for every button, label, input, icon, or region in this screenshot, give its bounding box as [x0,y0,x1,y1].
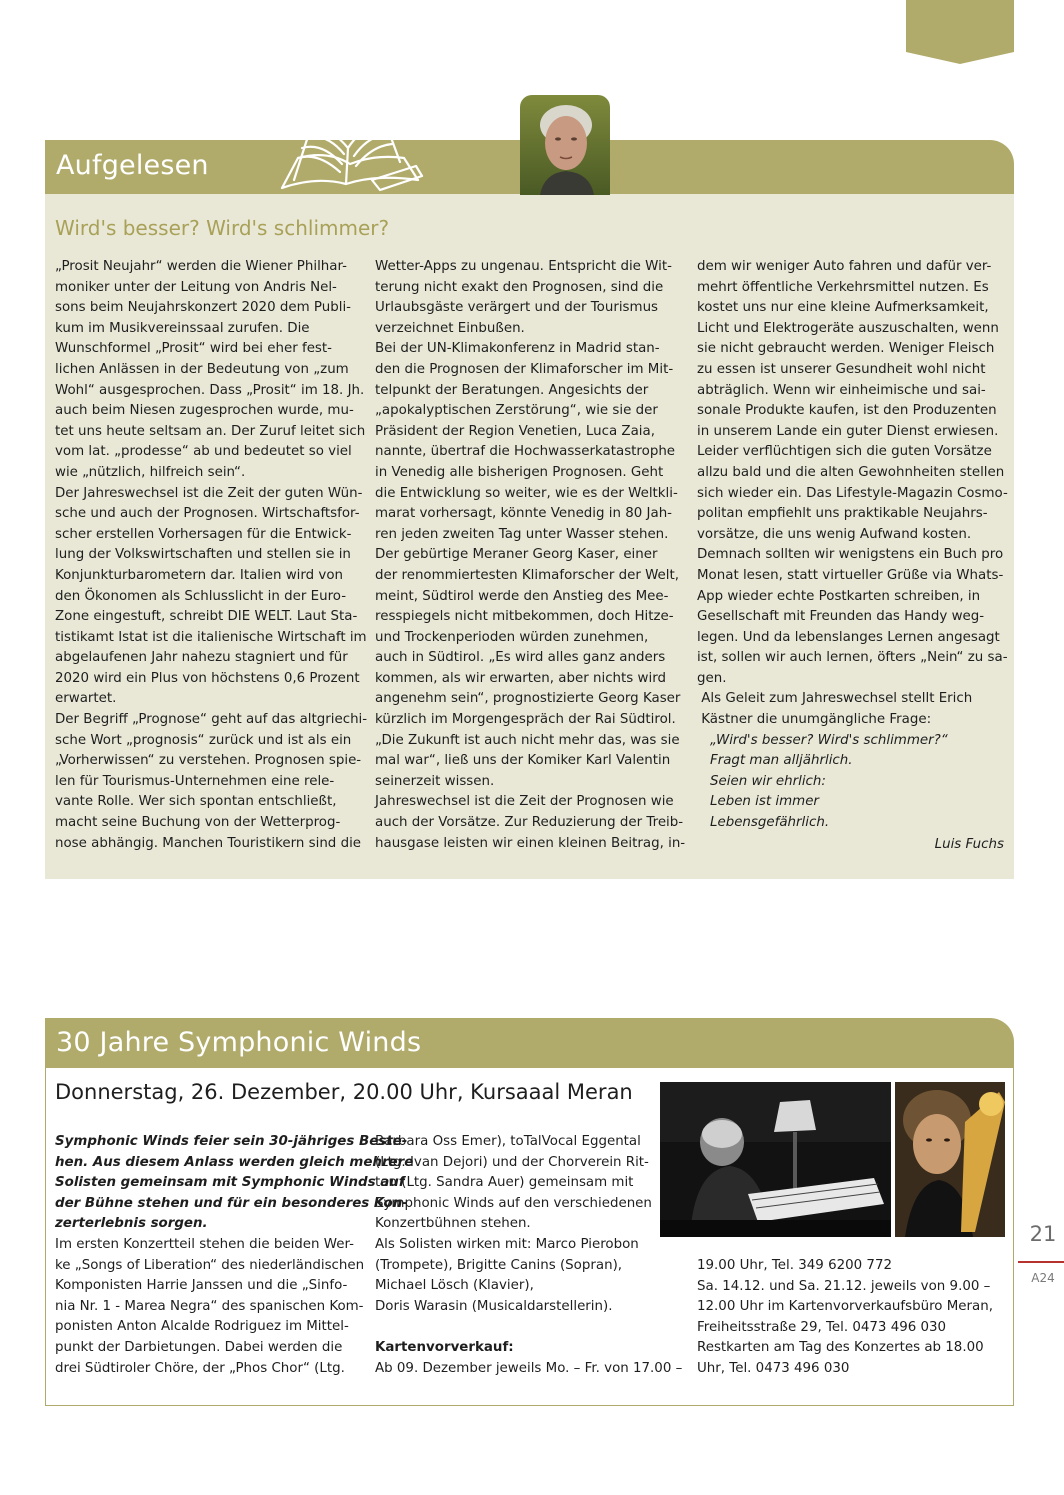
text-line: ren jeden zweiten Tag unter Wasser stehen. [375,526,669,542]
text-line: allzu bald und die alten Gewohnheiten stellen [697,464,1005,480]
text-line: 12.00 Uhr im Kartenvorverkaufsbüro Meran, [697,1299,993,1315]
section-title: 30 Jahre Symphonic Winds [56,1027,422,1058]
text-line: lung der Volkswirtschaften und stellen sie in [55,547,351,563]
text-line: terung nicht exakt den Prognosen, sind die [375,279,664,295]
text-line: kostet uns nur eine kleine Aufmerksamkeit, [697,300,989,316]
article-column-1 [55,257,368,854]
article-column-2 [375,257,685,854]
text-line: Gesellschaft mit Freunden das Handy weg- [697,609,985,625]
author-portrait [520,95,610,195]
text-line: der renommiertesten Klimaforscher der Welt, [375,567,680,583]
text-line: Symphonic Winds auf den verschiedenen [375,1195,652,1211]
text-line: seinerzeit wissen. [375,773,495,789]
event-column-1 [55,1132,414,1379]
lead-line: Symphonic Winds feier sein 30-jähriges Beste- [55,1134,408,1149]
text-line: Bei der UN-Klimakonferenz in Madrid stan- [375,341,660,357]
text-line: Leider verflüchtigen sich die guten Vorsätze [697,444,992,460]
text-line: Konzertbühnen stehen. [375,1216,531,1232]
presale-heading: Kartenvorverkauf: [375,1339,514,1355]
poem-line: Seien wir ehrlich: [710,773,826,789]
text-line: zu essen ist unserer Gesundheit wohl nicht [697,361,986,377]
text-line: sich wieder ein. Das Lifestyle-Magazin Cosmo- [697,485,1008,501]
text-line: mal war“, ließ uns der Komiker Karl Valentin [375,753,671,769]
lead-line: Solisten gemeinsam mit Symphonic Winds auf [55,1175,405,1191]
text-line: kürzlich im Morgengespräch der Rai Südtirol. [375,712,676,728]
page-code: A24 [1031,1271,1055,1285]
text-line: auch in Südtirol. „Es wird alles ganz anders [375,650,666,666]
text-line: Als Geleit zum Jahreswechsel stellt Erich [697,691,973,707]
text-line: sche und auch der Prognosen. Wirtschaftsfor- [55,506,360,522]
text-line: gen. [697,670,727,686]
text-line: Im ersten Konzertteil stehen die beiden Wer- [55,1236,354,1252]
text-line: vom lat. „prodesse“ ab und bedeutet so viel [55,444,352,460]
text-line: den die Prognosen der Klimaforscher im Mit- [375,361,674,377]
lead-line: der Bühne stehen und für ein besonderes Kon- [55,1195,408,1211]
text-line: angenehm sein“, prognostizierte Georg Kaser [375,691,681,707]
text-line: in Venedig alle bisherigen Prognosen. Geht [375,464,664,480]
text-line: Zone eingestuft, schreibt DIE WELT. Laut Sta- [55,609,358,625]
poem-line: Lebensgefährlich. [710,815,830,831]
text-line: sonale Produkte kaufen, ist den Produzenten [697,403,997,419]
text-line: (Trompete), Brigitte Canins (Sopran), [375,1257,623,1273]
text-line: abgelaufenen Jahr nahezu stagniert und für [55,650,348,666]
text-line: Ab 09. Dezember jeweils Mo. – Fr. von 17.00 – [375,1360,683,1376]
text-line: Kästner die unumgängliche Frage: [697,712,932,728]
text-line: Freiheitsstraße 29, Tel. 0473 496 030 [697,1319,947,1335]
text-line: „Die Zukunft ist auch nicht mehr das, was sie [375,732,680,748]
text-line: vante Rolle. Wer sich spontan entschließt, [55,794,337,810]
text-line: den Ökonomen als Schlusslicht in der Euro- [55,588,347,604]
poem-line: Fragt man alljährlich. [710,753,853,769]
text-line: und Trockenperioden würden zunehmen, [375,629,649,645]
text-line: tet uns heute seltsam an. Der Zuruf leitet sich [55,423,366,439]
corner-tab-decoration [906,0,1014,64]
text-line: meint, Südtirol werde den Anstieg des Mee- [375,588,669,604]
text-line: legen. Und da lebenslanges Lernen angesagt [697,629,1000,645]
text-line: Licht und Elektrogeräte auszuschalten, wenn [697,320,999,336]
page-number-rule [1018,1261,1064,1263]
text-line: ke „Songs of Liberation“ des niederländischen [55,1257,365,1273]
event-column-3 [697,1256,1007,1380]
text-line: „Prosit Neujahr“ werden die Wiener Philhar- [55,259,347,274]
article-headline: Wird's besser? Wird's schlimmer? [55,216,390,240]
text-line: Wohl“ ausgesprochen. Dass „Prosit“ im 18. Jh. [55,382,365,398]
text-line: ten (Ltg. Sandra Auer) gemeinsam mit [375,1175,634,1191]
text-line: Monat lesen, statt virtueller Grüße via Whats- [697,567,1004,583]
text-line: drei Südtiroler Chöre, der „Phos Chor“ (Ltg. [55,1360,345,1376]
text-line: Der Jahreswechsel ist die Zeit der guten Wün- [55,485,363,501]
text-line: nannte, übertraf die Hochwasserkatastrophe [375,444,676,460]
pianist-photo [660,1082,891,1237]
text-line: nose abhängig. Manchen Touristikern sind die [55,835,362,851]
text-line: 2020 wird ein Plus von höchstens 0,6 Prozent [55,670,360,686]
text-line: Präsident der Region Venetien, Luca Zaia, [375,423,655,439]
text-line: dem wir weniger Auto fahren und dafür ver- [697,259,992,274]
page-number: 21 [1029,1222,1057,1246]
text-line: len für Tourismus-Unternehmen eine rele- [55,773,335,789]
text-line: kum im Musikvereinssaal zurufen. Die [55,320,310,336]
text-line: erwartet. [55,691,117,707]
poem-line: „Wird's besser? Wird's schlimmer?“ [710,732,948,748]
text-line: verzeichnet Einbußen. [375,320,525,336]
text-line: sons beim Neujahrskonzert 2020 dem Publi- [55,300,351,316]
text-line: Wetter-Apps zu ungenau. Entspricht die Wit- [375,259,672,274]
text-line: Der gebürtige Meraner Georg Kaser, einer [375,547,658,563]
spacer [375,1317,685,1338]
text-line: Restkarten am Tag des Konzertes ab 18.00 [697,1340,984,1356]
lead-line: hen. Aus diesem Anlass werden gleich mehrere [55,1154,414,1170]
text-line: abträglich. Wenn wir einheimische und sai- [697,382,986,398]
text-line: lichen Anlässen in der Bedeutung von „zum [55,361,349,377]
event-column-2 [375,1132,685,1379]
text-line: ponisten Anton Alcalde Rodriguez im Mittel- [55,1319,349,1335]
text-line: hausgase leisten wir einen kleinen Beitrag, in- [375,835,686,851]
text-line: auch der Vorsätze. Zur Reduzierung der Treib- [375,815,684,831]
text-line: punkt der Darbietungen. Dabei werden die [55,1339,343,1355]
text-line: kommen, als wir erwarten, aber nichts wird [375,670,666,686]
text-line: „Vorherwissen“ zu verstehen. Prognosen spie- [55,753,362,769]
text-line: Wunschformel „Prosit“ wird bei eher fest- [55,341,332,357]
text-line: Der Begriff „Prognose“ geht auf das altgriechi- [55,712,368,728]
text-line: 19.00 Uhr, Tel. 349 6200 772 [697,1258,892,1273]
text-line: Als Solisten wirken mit: Marco Pierobon [375,1236,639,1252]
text-line: ist, sollen wir auch lernen, öfters „Nein“ zu sa- [697,650,1008,666]
text-line: sie nicht gebraucht werden. Weniger Fleisch [697,341,995,357]
poem-line: Leben ist immer [710,794,819,810]
section-header-band [45,1018,1014,1068]
text-line: (Ltg. Ivan Dejori) und der Chorverein Rit- [375,1154,649,1170]
text-line: vorsätze, die uns wenig Aufwand kosten. [697,526,972,542]
text-line: mehrt öffentliche Verkehrsmittel nutzen. Es [697,279,989,295]
text-line: tistikamt Istat ist die italienische Wirtschaft im [55,629,367,645]
text-line: auch beim Niesen zugesprochen wurde, mu- [55,403,354,419]
text-line: macht seine Buchung von der Wetterprog- [55,815,341,831]
text-line: Konjunkturbarometern dar. Italien wird von [55,567,344,583]
open-book-icon [276,118,424,196]
text-line: Urlaubsgäste verärgert und der Tourismus [375,300,659,316]
text-line: „apokalyptischen Zerstörung“, wie sie der [375,403,658,419]
trumpeter-photo [895,1082,1005,1237]
text-line: sche Wort „prognosis“ zurück und ist als ein [55,732,352,748]
text-line: marat vorhersagt, könnte Venedig in 80 Jah- [375,506,673,522]
text-line: nia Nr. 1 - Marea Negra“ des spanischen Kom- [55,1298,364,1314]
text-line: telpunkt der Beratungen. Angesichts der [375,382,649,398]
event-date-headline: Donnerstag, 26. Dezember, 20.00 Uhr, Kursaaal Meran [55,1080,633,1104]
section-title: Aufgelesen [56,150,209,181]
text-line: Sa. 14.12. und Sa. 21.12. jeweils von 9.00 – [697,1278,991,1294]
text-line: politan empfiehlt uns praktikable Neujahrs- [697,506,988,522]
text-line: die Entwicklung so weiter, wie es der Weltkli- [375,485,678,501]
text-line: Uhr, Tel. 0473 496 030 [697,1360,850,1376]
lead-line: zerterlebnis sorgen. [55,1216,208,1232]
text-line: wie „nützlich, hilfreich sein“. [55,464,246,480]
text-line: Jahreswechsel ist die Zeit der Prognosen wie [375,794,674,810]
author-signature: Luis Fuchs [934,837,1004,852]
text-line: Barbara Oss Emer), toTalVocal Eggental [375,1134,641,1149]
poem-quote [697,731,1007,834]
text-line: Doris Warasin (Musicaldarstellerin). [375,1298,613,1314]
text-line: Demnach sollten wir wenigstens ein Buch pro [697,547,1004,563]
text-line: Komponisten Harrie Janssen und die „Sinfo- [55,1278,348,1294]
text-line: App wieder echte Postkarten schreiben, in [697,588,981,604]
article-column-3 [697,257,1007,834]
text-line: Michael Lösch (Klavier), [375,1278,534,1294]
text-line: scher erstellen Vorhersagen für die Entwick- [55,526,352,542]
text-line: moniker unter der Leitung von Andris Nel- [55,279,337,295]
text-line: resspiegels nicht mitbekommen, doch Hitze- [375,609,674,625]
text-line: in unserem Lande ein guter Dienst erwiesen. [697,423,999,439]
